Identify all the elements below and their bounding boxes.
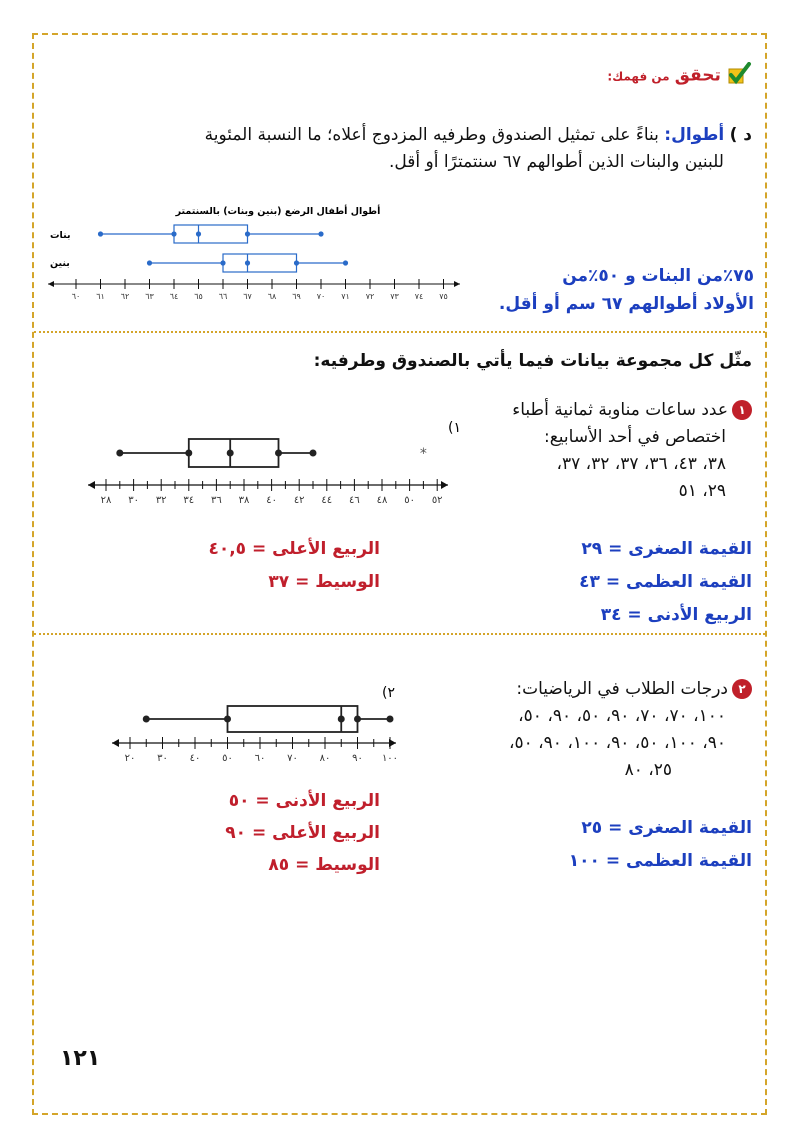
q2-line2: ١٠٠، ٧٠، ٧٠، ٩٠، ٥٠، ٩٠، ٥٠،: [518, 706, 726, 726]
q2-q1-point: [224, 716, 231, 723]
double-plot-tick-label: ٦٩: [292, 292, 301, 301]
q1-box: [116, 439, 427, 467]
girls-min-point: [98, 231, 103, 236]
q2-median-value: الوسيط = ٨٥: [268, 855, 380, 875]
double-plot-tick-label: ٧٣: [390, 292, 399, 301]
q1-q3-value: الربيع الأعلى = ٤٠,٥: [208, 539, 380, 559]
q2-q3-value: الربيع الأعلى = ٩٠: [225, 823, 380, 843]
q1-q1-point: [185, 450, 192, 457]
q2-tick-label: ٧٠: [287, 753, 298, 764]
boys-box-plot: [147, 254, 348, 272]
q1-min-point: [116, 450, 123, 457]
double-plot-tick-label: ٦٤: [169, 292, 179, 301]
double-box-plot: [40, 200, 480, 310]
arrow-right-icon: [441, 481, 448, 489]
check-mark-icon: [726, 62, 752, 90]
q1-tick-label: ٤٦: [349, 495, 360, 506]
q2-min: القيمة الصغرى = ٢٥: [581, 818, 752, 838]
q1-min: القيمة الصغرى = ٢٩: [581, 539, 752, 559]
girls-q1-point: [171, 231, 176, 236]
part-d-label: د ): [729, 125, 752, 145]
q2-answers-right: [492, 812, 752, 878]
girls-median-point: [196, 231, 201, 236]
part-d-line1: بناءً على تمثيل الصندوق وطرفيه المزدوج أعلاه؛ ما النسبة المئوية: [204, 125, 659, 145]
q1-line2: اختصاص في أحد الأسابيع:: [544, 427, 726, 447]
q2-min-point: [143, 716, 150, 723]
double-plot-tick-label: ٦٠: [71, 292, 81, 301]
boys-q1-point: [220, 260, 225, 265]
q2-line3: ٩٠، ١٠٠، ٥٠، ٩٠، ١٠٠، ٩٠، ٥٠،: [509, 733, 726, 753]
q1-text: [432, 397, 752, 505]
q1-answers-right: [492, 533, 752, 632]
girls-max-point: [318, 231, 323, 236]
double-plot-tick-label: ٦٣: [145, 292, 154, 301]
double-plot-tick-label: ٧٠: [316, 292, 326, 301]
double-plot-tick-label: ٧٤: [414, 292, 424, 301]
double-plot-tick-label: ٧٥: [439, 292, 448, 301]
q2-tick-label: ٢٠: [124, 753, 136, 764]
q2-box-plot: [100, 675, 420, 775]
q1-plot-label: (١: [448, 420, 461, 436]
q2-tick-label: ٦٠: [254, 753, 266, 764]
boys-q3-point: [294, 260, 299, 265]
q1-max-point: [310, 450, 317, 457]
q1-tick-label: ٤٨: [376, 495, 388, 506]
q2-tick-label: ١٠٠: [381, 753, 399, 764]
q1-answers-left: [130, 533, 380, 599]
q2-number-badge: ٢: [732, 679, 752, 699]
q1-tick-label: ٤٢: [293, 495, 305, 506]
double-plot-tick-label: ٦٢: [120, 292, 130, 301]
q1-line3: ٣٨، ٤٣، ٣٦، ٣٧، ٣٢، ٣٧،: [556, 454, 726, 474]
arrow-left-icon: [112, 739, 119, 747]
q1-tick-label: ٣٠: [128, 495, 139, 506]
q1-box-plot: [70, 410, 470, 520]
number-line-ticks: [72, 279, 448, 301]
q2-text: [432, 676, 752, 784]
instruction-text: مثّل كل مجموعة بيانات فيما يأتي بالصندوق وطرفيه:: [313, 351, 752, 371]
double-plot-tick-label: ٦٨: [267, 292, 277, 301]
boys-min-point: [147, 260, 152, 265]
part-d-question: [72, 122, 752, 176]
page-number: ١٢١: [60, 1046, 101, 1071]
q2-ticks: [125, 737, 398, 764]
section-divider: [34, 633, 765, 635]
boys-box-rect: [223, 254, 297, 272]
check-header: [452, 62, 752, 90]
q1-line4: ٢٩، ٥١: [678, 481, 726, 501]
q2-median-point: [338, 716, 345, 723]
arrow-left-icon: [88, 481, 95, 489]
q1-ticks: [101, 479, 443, 506]
double-plot-tick-label: ٧٢: [365, 292, 375, 301]
q1-q1: الربيع الأدنى = ٣٤: [600, 605, 752, 625]
check-title: تحقق: [674, 65, 721, 86]
double-plot-tick-label: ٦١: [96, 292, 105, 301]
q1-line1: عدد ساعات مناوبة ثمانية أطباء: [512, 400, 728, 420]
q2-q3-point: [354, 716, 361, 723]
q2-box: [143, 706, 394, 732]
q2-tick-label: ٣٠: [157, 753, 168, 764]
q1-tick-label: ٢٨: [100, 495, 112, 506]
q1-max: القيمة العظمى = ٤٣: [579, 572, 752, 592]
part-d-keyword: أطوال:: [664, 125, 725, 145]
q2-tick-label: ٤٠: [189, 753, 201, 764]
section-divider: [34, 331, 765, 333]
answer-line2: الأولاد أطوالهم ٦٧ سم أو أقل.: [498, 294, 754, 314]
q1-tick-label: ٣٦: [211, 495, 222, 506]
part-d-answer: [454, 262, 754, 318]
check-subtitle: من فهمك:: [607, 69, 670, 84]
q2-answers-left: [130, 785, 380, 881]
girls-label: بنات: [50, 230, 71, 241]
girls-box-plot: [98, 225, 324, 243]
double-plot-tick-label: ٦٧: [243, 292, 252, 301]
q2-max: القيمة العظمى = ١٠٠: [568, 851, 752, 871]
double-plot-tick-label: ٦٦: [218, 292, 228, 301]
q2-plot-label: (٢: [382, 685, 395, 701]
boys-label: بنين: [50, 258, 70, 269]
q1-median-point: [227, 450, 234, 457]
girls-box-rect: [174, 225, 248, 243]
part-d-line2: للبنين والبنات الذين أطوالهم ٦٧ سنتمترًا أو أقل.: [388, 152, 724, 172]
q1-number-badge: ١: [732, 400, 752, 420]
girls-q3-point: [245, 231, 250, 236]
q2-q1-value: الربيع الأدنى = ٥٠: [228, 791, 380, 811]
q1-q3-point: [275, 450, 282, 457]
boys-median-point: [245, 260, 250, 265]
q2-line1: درجات الطلاب في الرياضيات:: [516, 679, 728, 699]
double-plot-tick-label: ٧١: [341, 292, 350, 301]
q1-outlier-point: *: [419, 446, 427, 462]
q1-tick-label: ٥٠: [404, 495, 415, 506]
arrow-left-icon: [48, 281, 54, 287]
boys-max-point: [343, 260, 348, 265]
q1-tick-label: ٥٢: [431, 495, 443, 506]
q1-tick-label: ٣٢: [155, 495, 167, 506]
q2-tick-label: ٨٠: [319, 753, 331, 764]
q1-tick-label: ٣٤: [183, 495, 195, 506]
answer-line1: ٧٥٪من البنات و ٥٠٪من: [562, 266, 754, 286]
q1-median-value: الوسيط = ٣٧: [268, 572, 380, 592]
q2-tick-label: ٥٠: [222, 753, 233, 764]
q2-max-point: [387, 716, 394, 723]
q1-tick-label: ٤٤: [321, 495, 333, 506]
q1-tick-label: ٣٨: [238, 495, 250, 506]
q2-tick-label: ٩٠: [352, 753, 363, 764]
q2-line4: ٢٥، ٨٠: [624, 760, 672, 780]
q1-tick-label: ٤٠: [266, 495, 277, 506]
double-plot-title: أطوال أطفال الرضع (بنين وبنات) بالسنتمتر: [175, 206, 381, 217]
double-plot-tick-label: ٦٥: [194, 292, 203, 301]
